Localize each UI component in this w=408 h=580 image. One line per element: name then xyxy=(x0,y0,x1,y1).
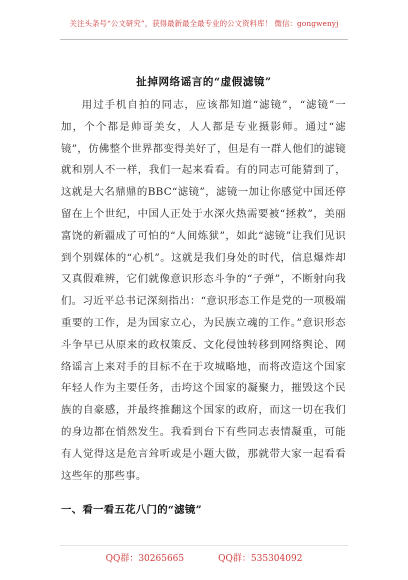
header-divider xyxy=(60,39,348,40)
footer-divider xyxy=(60,545,348,546)
document-title: 扯掉网络谣言的“虚假滤镜” xyxy=(136,76,272,88)
header-watermark-note: 关注头条号“公文研究”，获得最新最全最专业的公文资料库！ 微信：gongwenyj xyxy=(69,19,339,28)
section-heading: 一、看一看五花八门的“滤镜” xyxy=(61,504,202,516)
body-paragraph: 用过手机自拍的同志，应该都知道“滤镜”，“滤镜”一加，个个都是帅哥美女，人人都是专业摄影师。通过“滤镜”，仿佛整个世界都变得美好了，但是有一群人他们的滤镜就和别人不一样，我们一起来看看。有的同志可能猜到了，这就是大名鼎鼎的BBC“滤镜”，滤镜一加让你感觉中国还停留在上个世纪，中国人正处于水深火热需要被“拯救”，美丽富饶的新疆成了可怕的“人间炼狱”，如此“滤镜”让我们见识到个别媒体的“心机”。这就是我们身处的时代，信息爆炸却又真假难辨，它们就像意识形态斗争的“子弹”，不断射向我们。习近平总书记深刻指出：“意识形态工作是党的一项极端重要的工作，是为国家立心，为民族立魂的工作。”意识形态斗争早已从原来的政权策反、文化侵蚀转移到网络舆论、网络谣言上来对手的目标不在于攻城略地，而将改造这个国家年轻人作为主要任务，击垮这个国家的凝聚力，摧毁这个民族的自豪感，并最终推翻这个国家的政府，而这一切在我们的身边都在悄然发生。我看到台下有些同志表情凝重，可能有人觉得这是危言耸听或是小题大做，那就带大家一起看看这些年的那些事。 xyxy=(61,99,346,482)
footer-contact xyxy=(0,551,408,564)
footer-qq-group-2: QQ群：535304092 xyxy=(218,554,303,564)
footer-qq-group-1: QQ群：30265665 xyxy=(105,554,185,564)
